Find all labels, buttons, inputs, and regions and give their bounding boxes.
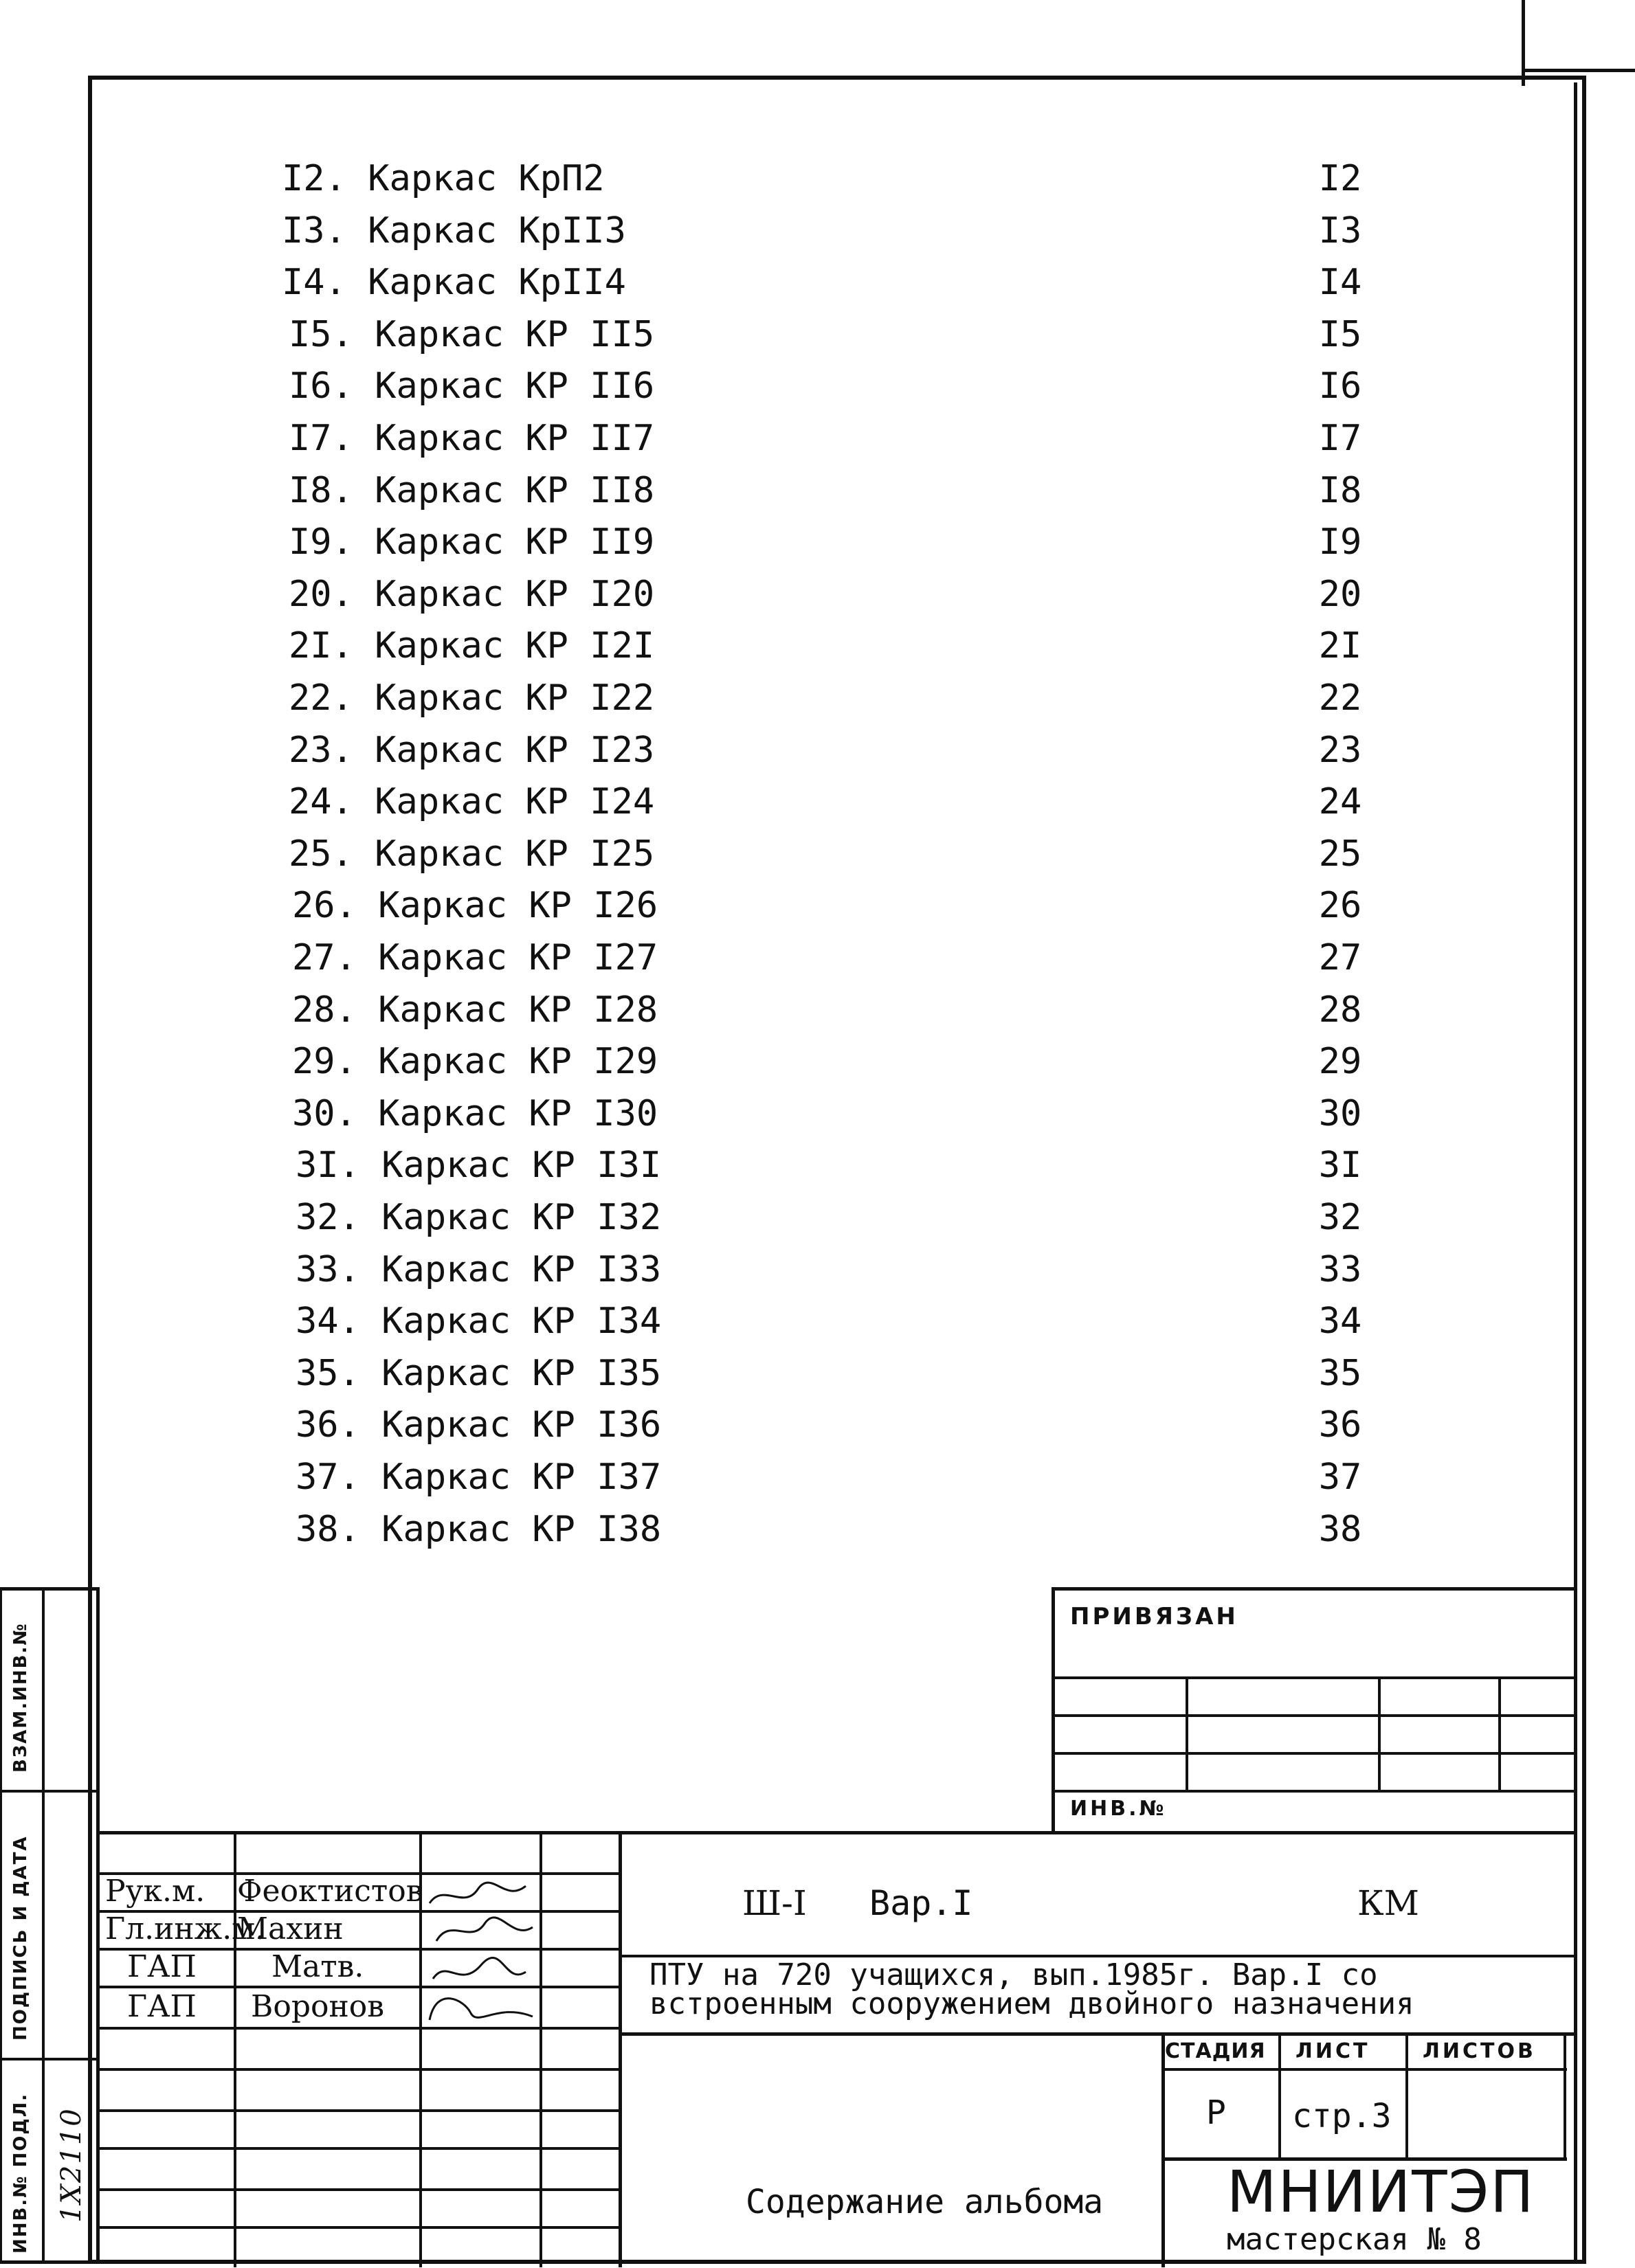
- toc-item-page: 30: [1318, 1092, 1362, 1134]
- side-stamp: [0, 1587, 100, 2264]
- sheet-value: стр.3: [1292, 2097, 1392, 2135]
- toc-item-label: 20. Каркас КР I20: [289, 573, 655, 615]
- toc-item-label: I3. Каркас КрII3: [282, 210, 626, 251]
- toc-item: [0, 677, 1635, 729]
- toc-item-page: I9: [1318, 521, 1362, 563]
- toc-item-label: 29. Каркас КР I29: [292, 1041, 658, 1083]
- side-stamp-podpis-data: ПОДПИСЬ И ДАТА: [10, 1835, 31, 2041]
- toc-item-page: I4: [1318, 262, 1362, 304]
- toc-item-label: 27. Каркас КР I27: [292, 937, 658, 978]
- toc-item-label: 35. Каркас КР I35: [296, 1352, 662, 1394]
- toc-item: [0, 366, 1635, 417]
- toc-item: [0, 937, 1635, 989]
- toc-item-page: 32: [1318, 1197, 1362, 1238]
- toc-item-page: I2: [1318, 158, 1362, 199]
- title-variant: Вар.I: [869, 1883, 973, 1923]
- toc-item-label: I6. Каркас КР II6: [289, 366, 655, 407]
- stage-header: СТАДИЯ: [1165, 2039, 1266, 2063]
- side-stamp-inv-podl-value: 1X2110: [56, 2107, 87, 2223]
- toc-item: [0, 158, 1635, 210]
- toc-item: [0, 1145, 1635, 1196]
- toc-item-label: 2I. Каркас КР I2I: [289, 625, 655, 667]
- toc-item-label: 37. Каркас КР I37: [296, 1457, 662, 1498]
- side-stamp-vzam-inv: ВЗАМ.ИНВ.№: [10, 1622, 31, 1773]
- toc-item-label: 28. Каркас КР I28: [292, 989, 658, 1031]
- toc-item: [0, 885, 1635, 936]
- project-line-1: ПТУ на 720 учащихся, вып.1985г. Вар.I со: [649, 1957, 1378, 1992]
- toc-item-label: 33. Каркас КР I33: [296, 1248, 662, 1290]
- toc-item: [0, 989, 1635, 1041]
- title-block: [100, 1831, 1577, 2267]
- toc-item: [0, 574, 1635, 625]
- toc-item-page: 20: [1318, 573, 1362, 615]
- signer-role-4: ГАП: [127, 1989, 197, 2024]
- toc-item-label: I7. Каркас КР II7: [289, 418, 655, 459]
- org-name: МНИИТЭП: [1227, 2158, 1535, 2225]
- toc-item: [0, 470, 1635, 521]
- toc-item: [0, 833, 1635, 885]
- toc-item-page: I7: [1318, 418, 1362, 459]
- toc-item: [0, 1353, 1635, 1404]
- toc-item: [0, 1301, 1635, 1352]
- toc-item-page: 29: [1318, 1041, 1362, 1083]
- signer-name-2: Махин: [237, 1911, 344, 1946]
- toc-item-page: I3: [1318, 210, 1362, 251]
- binding-box-title: ПРИВЯЗАН: [1070, 1603, 1238, 1630]
- toc-item: [0, 781, 1635, 833]
- signer-role-1: Рук.м.: [105, 1874, 205, 1909]
- toc-item-page: 23: [1318, 729, 1362, 771]
- toc-item: [0, 521, 1635, 573]
- toc-item-page: 38: [1318, 1508, 1362, 1550]
- toc-item-page: 24: [1318, 781, 1362, 823]
- stage-value: Р: [1206, 2093, 1226, 2132]
- sheet-edge-top: [1522, 69, 1635, 72]
- toc-item-page: I5: [1318, 313, 1362, 355]
- signer-role-2: Гл.инж.м.: [105, 1911, 265, 1946]
- toc-item-page: 2I: [1318, 625, 1362, 667]
- sheet-header: ЛИСТ: [1295, 2039, 1370, 2063]
- toc-item-label: 22. Каркас КР I22: [289, 677, 655, 719]
- toc-item-page: 28: [1318, 989, 1362, 1031]
- toc-item: [0, 314, 1635, 366]
- toc-item-page: 34: [1318, 1301, 1362, 1343]
- signatures: [423, 1876, 540, 2027]
- toc-item-page: I6: [1318, 366, 1362, 407]
- toc-item-label: 32. Каркас КР I32: [296, 1197, 662, 1238]
- sheets-header: ЛИСТОВ: [1423, 2039, 1536, 2063]
- toc-list: [0, 158, 1635, 1560]
- toc-item: [0, 262, 1635, 313]
- project-line-2: встроенным сооружением двойного назначения: [649, 1986, 1414, 2021]
- binding-box-inv-label: ИНВ.№: [1070, 1797, 1167, 1821]
- toc-item-page: 37: [1318, 1457, 1362, 1498]
- toc-item-page: 33: [1318, 1248, 1362, 1290]
- toc-item-label: 30. Каркас КР I30: [292, 1092, 658, 1134]
- toc-item: [0, 418, 1635, 469]
- signer-name-4: Воронов: [251, 1989, 385, 2024]
- signer-name-3: Матв.: [271, 1949, 364, 1984]
- toc-item-label: I8. Каркас КР II8: [289, 469, 655, 511]
- title-code: Ш-I: [742, 1883, 807, 1923]
- toc-item-label: 26. Каркас КР I26: [292, 885, 658, 927]
- toc-item-label: I9. Каркас КР II9: [289, 521, 655, 563]
- toc-item-label: I4. Каркас КрII4: [282, 262, 626, 304]
- toc-item: [0, 1093, 1635, 1145]
- toc-item-page: 27: [1318, 937, 1362, 978]
- toc-item-label: 24. Каркас КР I24: [289, 781, 655, 823]
- workshop: мастерская № 8: [1227, 2222, 1482, 2257]
- toc-item-label: 23. Каркас КР I23: [289, 729, 655, 771]
- toc-item-label: 34. Каркас КР I34: [296, 1301, 662, 1343]
- toc-item-page: 35: [1318, 1352, 1362, 1394]
- toc-item-label: I5. Каркас КР II5: [289, 313, 655, 355]
- toc-item: [0, 1249, 1635, 1301]
- toc-item-page: 26: [1318, 885, 1362, 927]
- toc-item: [0, 210, 1635, 262]
- title-mark: КМ: [1357, 1883, 1419, 1923]
- toc-item-label: 3I. Каркас КР I3I: [296, 1145, 662, 1187]
- binding-box: [1052, 1587, 1577, 1834]
- toc-item: [0, 730, 1635, 781]
- toc-item: [0, 1509, 1635, 1560]
- toc-item-page: 22: [1318, 677, 1362, 719]
- toc-item-page: 3I: [1318, 1145, 1362, 1187]
- sheet-edge-right: [1522, 0, 1525, 86]
- toc-item: [0, 1041, 1635, 1092]
- toc-item-page: I8: [1318, 469, 1362, 511]
- toc-item: [0, 1197, 1635, 1248]
- doc-title: Содержание альбома: [746, 2183, 1104, 2221]
- signer-name-1: Феоктистов: [237, 1874, 423, 1909]
- signer-role-3: ГАП: [127, 1949, 197, 1984]
- toc-item-page: 25: [1318, 833, 1362, 875]
- toc-item: [0, 1457, 1635, 1508]
- side-stamp-inv-podl: ИНВ.№ ПОДЛ.: [10, 2092, 31, 2254]
- toc-item-page: 36: [1318, 1404, 1362, 1446]
- toc-item-label: 38. Каркас КР I38: [296, 1508, 662, 1550]
- toc-item-label: I2. Каркас КрП2: [282, 158, 605, 199]
- toc-item: [0, 1404, 1635, 1456]
- toc-item-label: 36. Каркас КР I36: [296, 1404, 662, 1446]
- toc-item: [0, 625, 1635, 677]
- toc-item-label: 25. Каркас КР I25: [289, 833, 655, 875]
